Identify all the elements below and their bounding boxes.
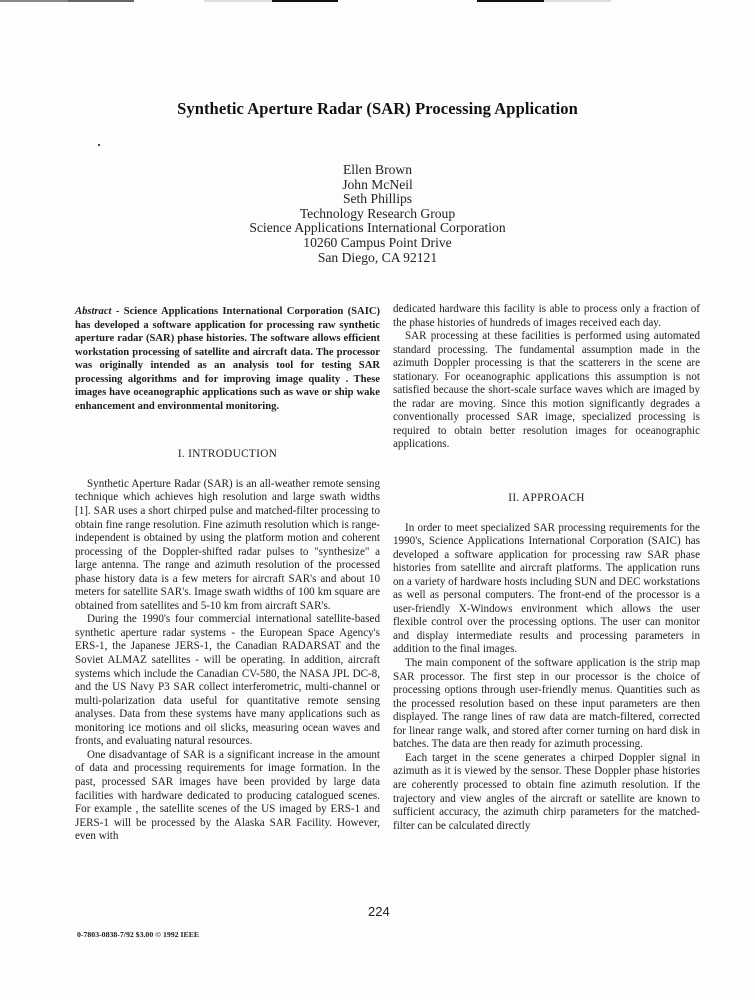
affiliation-city: San Diego, CA 92121 [317,249,438,265]
paragraph: Synthetic Aperture Radar (SAR) is an all-weather remote sensing technique which achieves high resolution and large swath widths [1]. SAR uses a short chirped pulse and matched-filter processing to obtain fine range resolution. Fine azimuth resolution which is range-independent is obtained by using the platform motion and coherent processing of the Doppler-shifted radar pulses to "synthesize" a large antenna. The range and azimuth resolution of the processed phase history data is a few meters for aircraft SAR's and about 10 meters for satellite SAR's. Image swath widths of 100 km square are obtained from satellites and 5-10 km from aircraft SAR's. [75,477,380,612]
scan-artifact [0,0,68,2]
paragraph-continued: dedicated hardware this facility is able to process only a fraction of the phase histories of hundreds of images received each day. [393,303,700,329]
paragraph: Each target in the scene generates a chirped Doppler signal in azimuth as it is viewed by the sensor. These Doppler phase histories are coherently processed to obtain fine azimuth resolution. If the trajectory and view angles of the aircraft or satellite are known to sufficient accuracy, the azimuth chirp parameters for the matched-filter can be calculated directly [393,751,700,832]
paragraph: SAR processing at these facilities is performed using automated standard processing. The fundamental assumption made in the azimuth Doppler processing is that the scatterers in the scene are stationary. For oceanographic applications this assumption is not satisfied because the short-scale surface waves which are imaged by the radar are moving. Since this motion significantly degrades a conventionally processed SAR image, specialized processing is required to obtain better resolution images for oceanographic applications. [393,330,700,451]
scan-artifact [272,0,338,2]
paragraph: In order to meet specialized SAR processing requirements for the 1990's, Science Applications International Corporation (SAIC) has developed a software application for processing raw SAR phase histories from satellite and aircraft platforms. The application runs on a variety of hardware hosts including SUN and DEC workstations as well as personal computers. The front-end of the processor is a user-friendly X-Windows environment which allows the user flexible control over the processing options. The user can monitor and display intermediate results and processing parameters in addition to the final images. [393,521,700,656]
section-heading-introduction: I. INTRODUCTION [177,448,278,461]
abstract-label: Abstract [75,306,112,317]
author-name: John McNeil [342,176,413,192]
copyright-footer: 0-7803-0838-7/92 $3.00 © 1992 IEEE [77,930,200,939]
paragraph: The main component of the software application is the strip map SAR processor. The first step in our processor is the choice of processing options through user-friendly menus. Quantities such as the processed resolution based on these input parameters are then displayed. The range lines of raw data are match-filtered, corrected for linear range walk, and stored after corner turning on hard disk in batches. The data are then ready for azimuth processing. [393,657,700,751]
author-name: Ellen Brown [342,162,413,177]
affiliation-street: 10260 Campus Point Drive [303,234,452,250]
right-column [393,303,700,833]
scan-artifact [204,0,272,2]
author-name: Seth Phillips [342,191,413,207]
abstract-text: - Science Applications International Corporation (SAIC) has developed a software application for processing raw synthetic aperture radar (SAR) phase histories. The software allows efficient workstation processing of satellite and aircraft data. The processor was originally intended as an analysis tool for testing SAR processing algorithms and for improving image quality . These images have oceanographic applications such as wave or ship wake enhancement and environmental monitoring. [75,306,380,412]
affiliation-group: Technology Research Group [299,205,456,221]
scan-artifact [477,0,544,2]
section-heading-approach: II. APPROACH [508,492,585,505]
scan-speck [98,144,100,146]
abstract [75,305,380,413]
paper-title: Synthetic Aperture Radar (SAR) Processing Application [177,99,578,118]
paragraph: One disadvantage of SAR is a significant increase in the amount of data and processing requirements for image formation. In the past, processed SAR images have been provided by large data facilities with hardware dedicated to producing catalogued scenes. For example , the satellite scenes of the US imaged by ERS-1 and JERS-1 will be processed by the Alaska SAR Facility. However, even with [75,748,380,843]
page-number: 224 [368,904,390,919]
scan-artifact [68,0,134,2]
scan-artifact [544,0,611,2]
paragraph: During the 1990's four commercial international satellite-based synthetic aperture radar systems - the European Space Agency's ERS-1, the Japanese JERS-1, the Canadian RADARSAT and the Soviet ALMAZ satellites - will be operating. In addition, aircraft systems which include the Canadian CV-580, the NASA JPL DC-8, and the US Navy P3 SAR collect interferometric, multi-channel or multi-polarization data useful for quantitative remote sensing analyses. Data from these systems have many applications such as monitoring ice motions and oil slicks, measuring ocean waves and fronts, and evaluating natural resources. [75,613,380,748]
author-block [0,163,755,265]
left-column [75,305,380,844]
affiliation-org: Science Applications International Corporation [249,220,506,236]
